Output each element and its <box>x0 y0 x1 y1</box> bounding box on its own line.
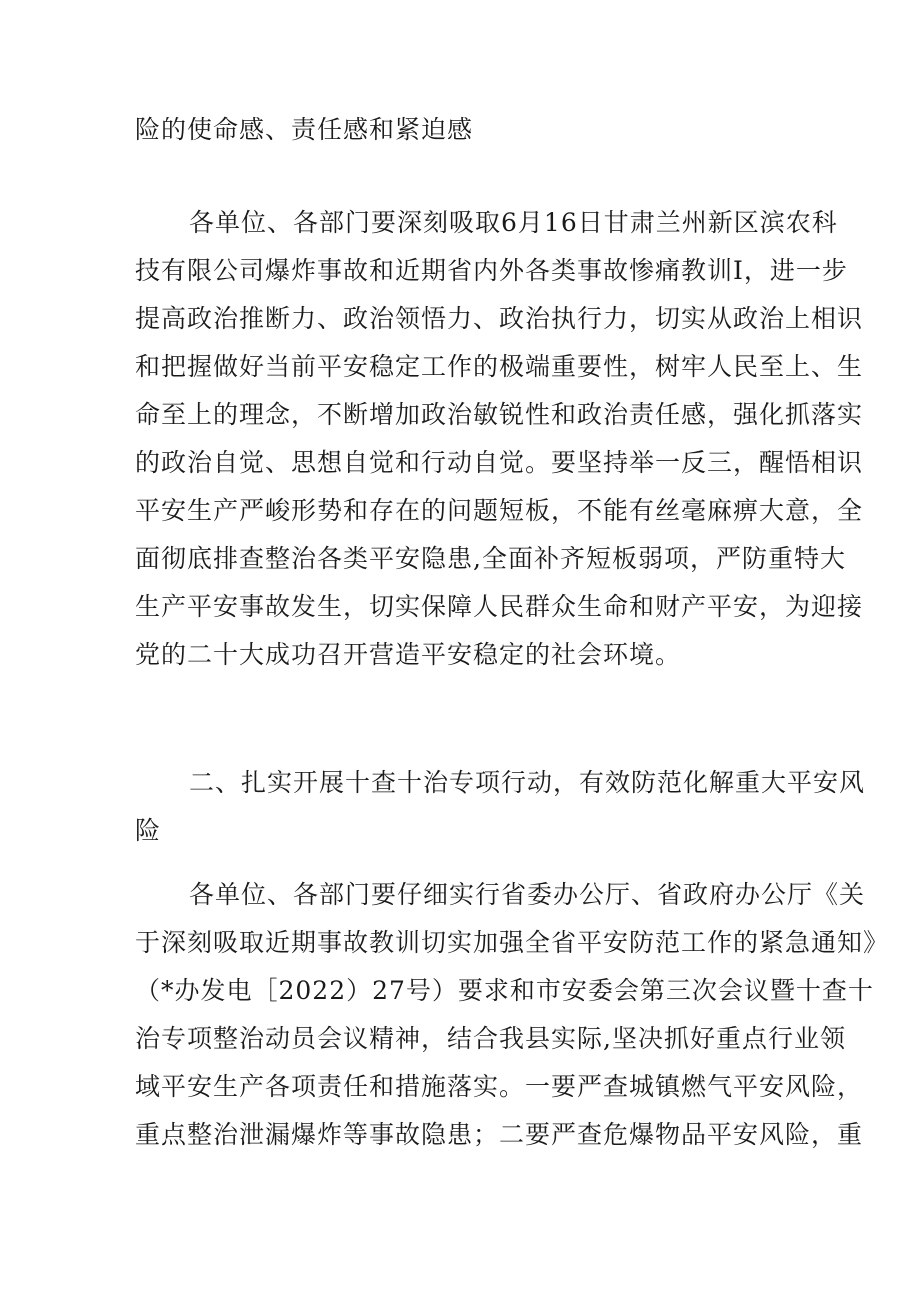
text-line: 重点整治泄漏爆炸等事故隐患；二要严查危爆物品平安风险，重 <box>135 1120 864 1149</box>
text-line: （*办发电［2022）27号）要求和市安委会第三次会议暨十查十 <box>135 976 874 1005</box>
text-line: 平安生产严峻形势和存在的问题短板，不能有丝毫麻痹大意，全 <box>135 496 864 525</box>
carryover-text <box>135 106 787 154</box>
text-line: 各单位、各部门要深刻吸取6月16日甘肃兰州新区滨农科 <box>189 208 838 237</box>
text-line: 于深刻吸取近期事故教训切实加强全省平安防范工作的紧急通知》 <box>135 928 890 957</box>
text-line: 治专项整治动员会议精神，结合我县实际,坚决抓好重点行业领 <box>135 1024 846 1053</box>
text-line: 各单位、各部门要仔细实行省委办公厅、省政府办公厅《关 <box>189 880 866 909</box>
text-line: 党的二十大成功召开营造平安稳定的社会环境。 <box>135 640 682 669</box>
text-line: 提高政治推断力、政治领悟力、政治执行力，切实从政治上相识 <box>135 304 864 333</box>
text-line: 险的使命感、责任感和紧迫感 <box>135 115 474 144</box>
text-line: 和把握做好当前平安稳定工作的极端重要性，树牢人民至上、生 <box>135 352 864 381</box>
text-line: 面彻底排查整治各类平安隐患,全面补齐短板弱项，严防重特大 <box>135 544 846 573</box>
heading-line: 二、扎实开展十查十治专项行动，有效防范化解重大平安风 <box>189 768 866 797</box>
text-line: 命至上的理念，不断增加政治敏锐性和政治责任感，强化抓落实 <box>135 400 864 429</box>
section-heading-2 <box>135 759 866 855</box>
text-line: 生产平安事故发生，切实保障人民群众生命和财产平安，为迎接 <box>135 592 864 621</box>
text-line: 的政治自觉、思想自觉和行动自觉。要坚持举一反三，醒悟相识 <box>135 448 864 477</box>
paragraph-3 <box>135 871 890 1159</box>
text-line: 域平安生产各项责任和措施落实。一要严查城镇燃气平安风险， <box>135 1072 864 1101</box>
paragraph-1 <box>135 199 864 679</box>
heading-line: 险 <box>135 816 162 845</box>
text-line: 技有限公司爆炸事故和近期省内外各类事故惨痛教训I，进一步 <box>135 256 848 285</box>
